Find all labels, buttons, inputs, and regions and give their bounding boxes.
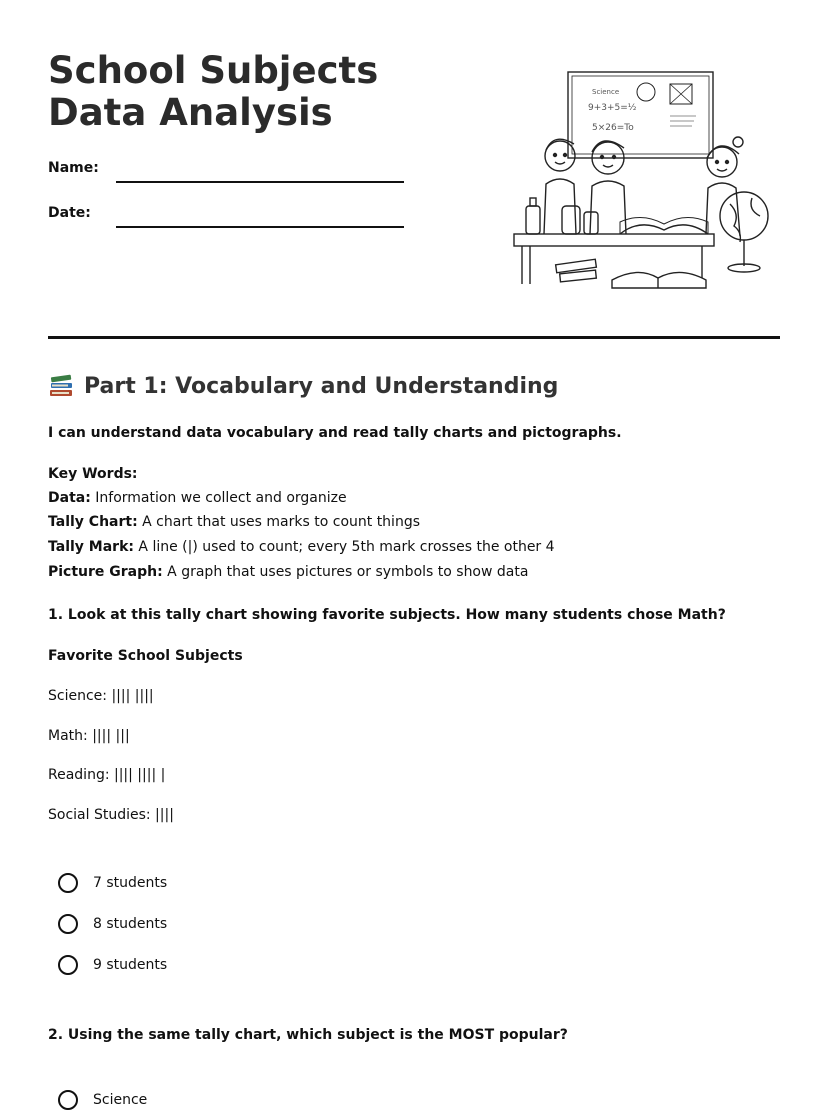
board-text-3: 5×26=To xyxy=(592,123,634,133)
option-label: 8 students xyxy=(93,916,168,932)
option-label: Science xyxy=(93,1092,148,1108)
part1-heading-text: Part 1: Vocabulary and Understanding xyxy=(84,373,559,399)
date-label: Date: xyxy=(48,205,91,221)
radio-button[interactable] xyxy=(58,873,78,893)
option-label: 7 students xyxy=(93,875,168,891)
key-word-item xyxy=(48,514,420,530)
tally-row: Science: |||| |||| xyxy=(48,688,154,704)
key-word-definition: A line (|) used to count; every 5th mark crosses the other 4 xyxy=(133,539,555,555)
section-divider xyxy=(48,336,780,339)
key-word-item xyxy=(48,539,555,555)
question-2-text: 2. Using the same tally chart, which subject is the MOST popular? xyxy=(48,1027,568,1043)
key-word-term: Data: xyxy=(48,490,91,506)
radio-button[interactable] xyxy=(58,1090,78,1110)
kids-classroom-illustration xyxy=(508,66,778,291)
name-label: Name: xyxy=(48,160,99,176)
key-word-definition: A graph that uses pictures or symbols to show data xyxy=(162,564,529,580)
key-word-term: Tally Mark: xyxy=(48,539,134,555)
radio-button[interactable] xyxy=(58,914,78,934)
question-1-text: 1. Look at this tally chart showing favorite subjects. How many students chose Math? xyxy=(48,607,726,623)
books-icon xyxy=(48,372,76,400)
learning-objective: I can understand data vocabulary and read tally charts and pictographs. xyxy=(48,425,622,441)
radio-button[interactable] xyxy=(58,955,78,975)
key-words-title: Key Words: xyxy=(48,466,138,482)
answer-option[interactable] xyxy=(58,914,167,934)
option-label: 9 students xyxy=(93,957,168,973)
part1-heading xyxy=(48,372,558,400)
board-text-1: Science xyxy=(592,88,620,96)
key-word-definition: A chart that uses marks to count things xyxy=(137,514,420,530)
worksheet-title: School Subjects Data Analysis xyxy=(48,49,379,134)
tally-chart-title: Favorite School Subjects xyxy=(48,648,243,664)
key-word-definition: Information we collect and organize xyxy=(90,490,347,506)
name-field[interactable] xyxy=(116,181,404,183)
tally-row: Social Studies: |||| xyxy=(48,807,174,823)
answer-option[interactable] xyxy=(58,955,167,975)
answer-option[interactable] xyxy=(58,873,167,893)
key-word-term: Tally Chart: xyxy=(48,514,138,530)
tally-row: Reading: |||| |||| | xyxy=(48,767,166,783)
key-word-term: Picture Graph: xyxy=(48,564,163,580)
date-field[interactable] xyxy=(116,226,404,228)
answer-option[interactable] xyxy=(58,1090,147,1110)
key-word-item xyxy=(48,490,347,506)
board-text-2: 9+3+5=½ xyxy=(588,103,637,113)
key-word-item xyxy=(48,564,528,580)
tally-row: Math: |||| ||| xyxy=(48,728,130,744)
